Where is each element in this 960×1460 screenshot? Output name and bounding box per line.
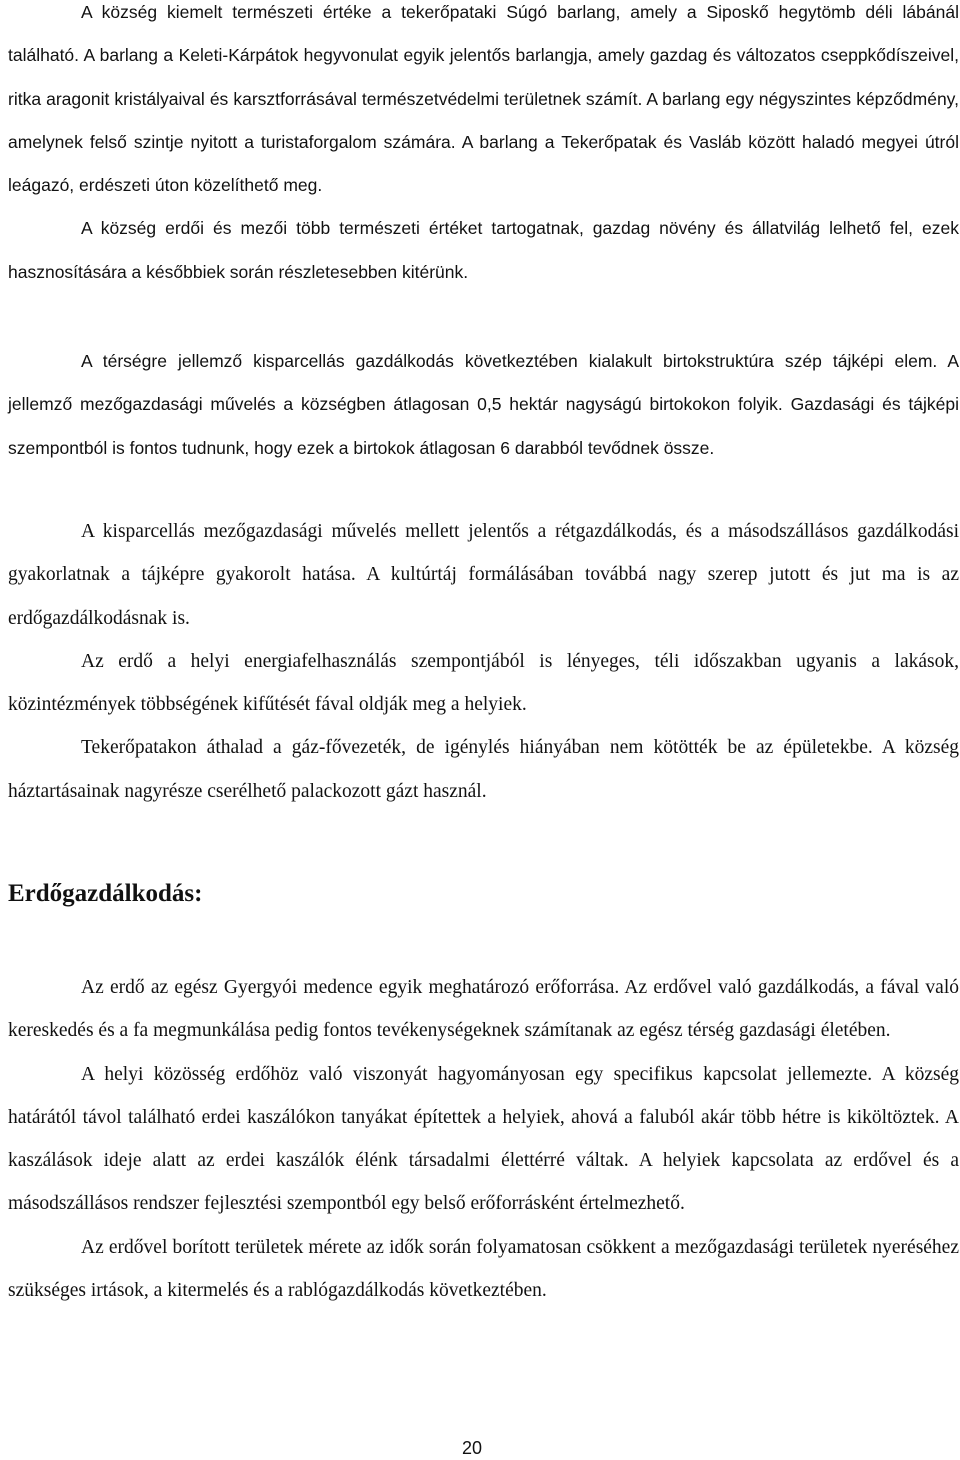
paragraph-community-relation: A helyi közösség erdőhöz való viszonyát hagyományosan egy specifikus kapcsolat jellemezte. A község határától távol található erdei kaszálókon tanyákat építettek a helyiek, ahová a faluból akár több hétre is kiköltöztek. A kaszálások ideje alatt az erdei kaszálók élénk társadalmi élettérré váltak. A helyiek kapcsolata az erdővel és a másodszállásos rendszer fejlesztési szempontból egy belső erőforrásként értelmezhető.: [8, 1063, 959, 1215]
section-heading: Erdőgazdálkodás:: [8, 880, 203, 907]
paragraph-land-structure: A térségre jellemző kisparcellás gazdálkodás következtében kialakult birtokstruktúra szép tájképi elem. A jellemző mezőgazdasági művelés a községben átlagosan 0,5 hektár nagyságú birtokokon folyik. Gazdasági és tájképi szempontból is fontos tudnunk, hogy ezek a birtokok átlagosan 6 darabból tevődnek össze.: [8, 351, 959, 458]
paragraph-forests-fields: A község erdői és mezői több természeti értéket tartogatnak, gazdag növény és állatvilág lelhető fel, ezek hasznosítására a későbbiek során részletesebben kitérünk.: [8, 218, 959, 282]
paragraph-energy: Az erdő a helyi energiafelhasználás szempontjából is lényeges, téli időszakban ugyanis a lakások, közintézmények többségének kifűtését fával oldják meg a helyiek.: [8, 650, 959, 716]
paragraph-group-4: [8, 966, 959, 1312]
paragraph-gas: Tekerőpatakon áthalad a gáz-fővezeték, de igénylés hiányában nem kötötték be az épületekbe. A község háztartásainak nagyrésze cserélhető palackozott gázt használ.: [8, 737, 959, 802]
paragraph-group-1: [8, 0, 959, 294]
paragraph-group-3: [8, 510, 959, 813]
document-page: [8, 0, 959, 1460]
paragraph-forest-decline: Az erdővel borított területek mérete az idők során folyamatosan csökkent a mezőgazdasági területek nyeréséhez szükséges irtások, a kitermelés és a rablógazdálkodás következtében.: [8, 1236, 959, 1302]
paragraph-cave: A község kiemelt természeti értéke a tekerőpataki Súgó barlang, amely a Siposkő hegytömb déli lábánál található. A barlang a Keleti-Kárpátok hegyvonulat egyik jelentős barlangja, amely gazdag és változatos cseppkődíszeivel, ritka aragonit kristályaival és karsztforrásával természetvédelmi területnek számít. A barlang egy négyszintes képződmény, amelynek felső szintje nyitott a turistaforgalom számára. A barlang a Tekerőpatak és Vasláb között haladó megyei útról leágazó, erdészeti úton közelíthető meg.: [8, 2, 959, 196]
paragraph-small-parcel: A kisparcellás mezőgazdasági művelés mellett jelentős a rétgazdálkodás, és a másodszállásos gazdálkodási gyakorlatnak a tájképre gyakorolt hatása. A kultúrtáj formálásában továbbá nagy szerep jutott és jut ma is az erdőgazdálkodásnak is.: [8, 521, 959, 629]
page-number: 20: [461, 1438, 483, 1458]
paragraph-forest-resource: Az erdő az egész Gyergyói medence egyik meghatározó erőforrása. Az erdővel való gazdálkodás, a fával való kereskedés és a fa megmunkálása pedig fontos tevékenységeknek számítanak az egész térség gazdasági életében.: [8, 977, 959, 1042]
